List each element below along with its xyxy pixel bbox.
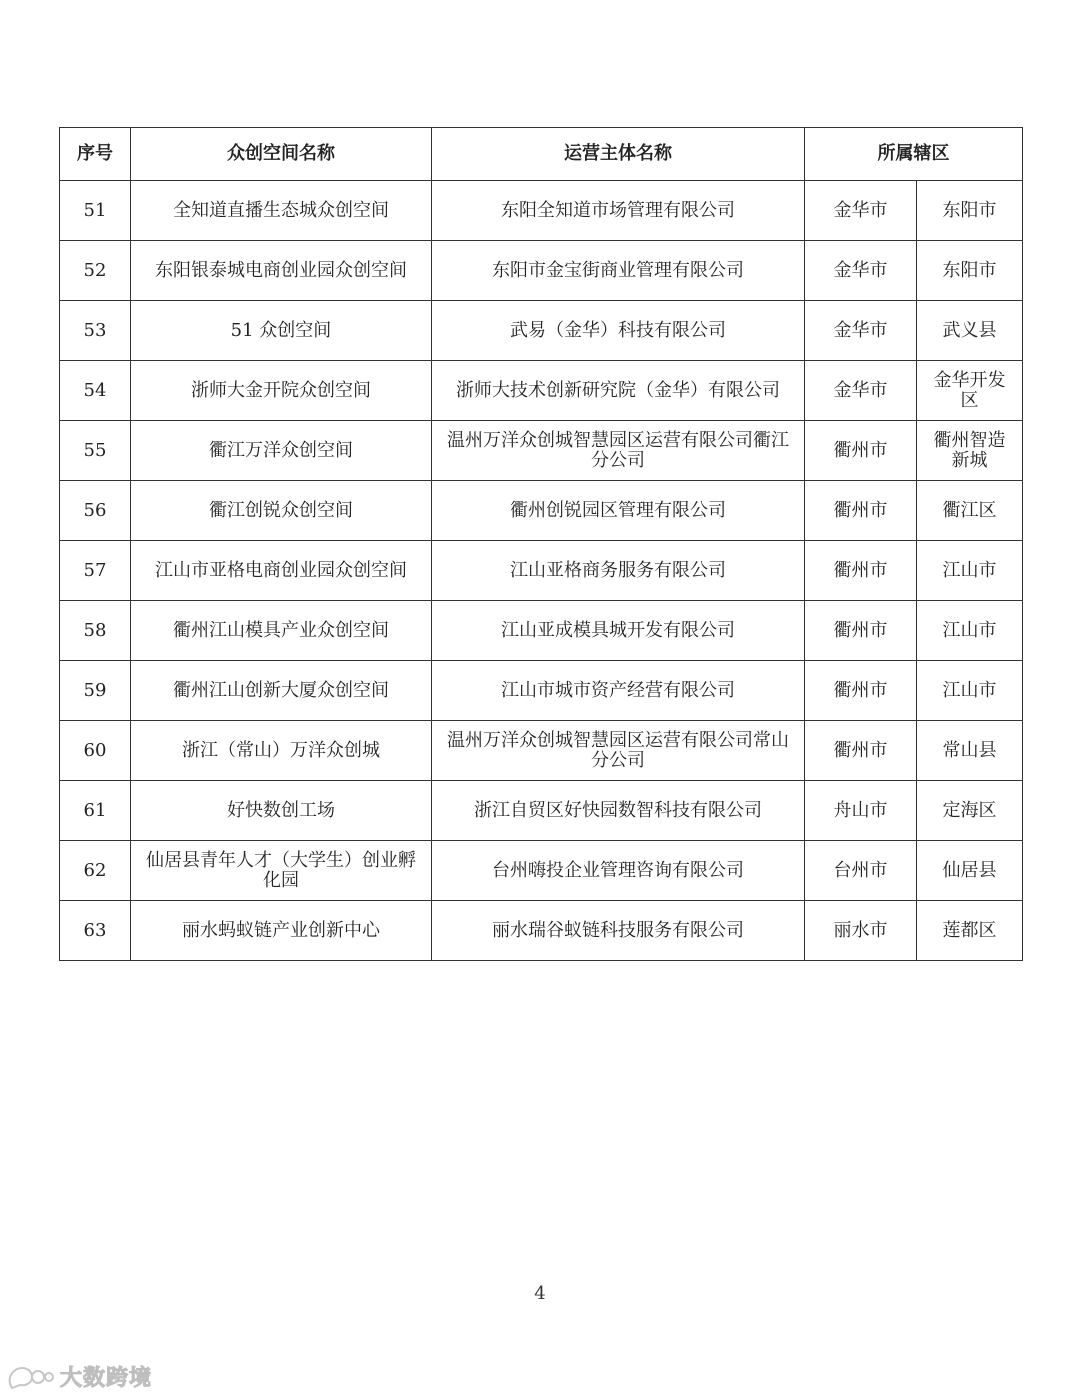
operator-name-cell: 东阳市金宝街商业管理有限公司: [432, 241, 805, 301]
space-name-cell: 衢江万洋众创空间: [131, 421, 432, 481]
space-name-cell: 浙师大金开院众创空间: [131, 361, 432, 421]
city-cell: 金华市: [805, 361, 917, 421]
table-header-row: [60, 128, 1023, 181]
row-number-cell: 60: [60, 721, 131, 781]
row-number-cell: 61: [60, 781, 131, 841]
city-cell: 金华市: [805, 181, 917, 241]
row-number-cell: 54: [60, 361, 131, 421]
city-cell: 衢州市: [805, 421, 917, 481]
city-cell: 衢州市: [805, 721, 917, 781]
table-row: [60, 421, 1023, 481]
operator-name-cell: 衢州创锐园区管理有限公司: [432, 481, 805, 541]
table-row: [60, 241, 1023, 301]
district-cell: 江山市: [917, 601, 1023, 661]
district-cell: 东阳市: [917, 181, 1023, 241]
operator-name-cell: 武易（金华）科技有限公司: [432, 301, 805, 361]
district-cell: 莲都区: [917, 901, 1023, 961]
row-number-cell: 52: [60, 241, 131, 301]
space-name-cell: 东阳银泰城电商创业园众创空间: [131, 241, 432, 301]
table-row: [60, 781, 1023, 841]
table-row: [60, 541, 1023, 601]
row-number-cell: 62: [60, 841, 131, 901]
table-row: [60, 181, 1023, 241]
operator-name-cell: 江山亚成模具城开发有限公司: [432, 601, 805, 661]
space-name-cell: 丽水蚂蚁链产业创新中心: [131, 901, 432, 961]
district-cell: 江山市: [917, 661, 1023, 721]
district-cell: 东阳市: [917, 241, 1023, 301]
operator-name-cell: 台州嗨投企业管理咨询有限公司: [432, 841, 805, 901]
space-name-cell: 江山市亚格电商创业园众创空间: [131, 541, 432, 601]
row-number-cell: 57: [60, 541, 131, 601]
operator-name-cell: 温州万洋众创城智慧园区运营有限公司常山分公司: [432, 721, 805, 781]
operator-name-cell: 江山亚格商务服务有限公司: [432, 541, 805, 601]
operator-name-cell: 东阳全知道市场管理有限公司: [432, 181, 805, 241]
operator-name-cell: 温州万洋众创城智慧园区运营有限公司衢江分公司: [432, 421, 805, 481]
header-space-name: 众创空间名称: [131, 128, 432, 181]
district-cell: 金华开发区: [917, 361, 1023, 421]
district-cell: 武义县: [917, 301, 1023, 361]
city-cell: 台州市: [805, 841, 917, 901]
district-cell: 仙居县: [917, 841, 1023, 901]
watermark-text: 大数跨境: [60, 1366, 153, 1391]
space-name-cell: 浙江（常山）万洋众创城: [131, 721, 432, 781]
chat-bubble-logo-icon: [6, 1364, 54, 1390]
table-row: [60, 901, 1023, 961]
city-cell: 舟山市: [805, 781, 917, 841]
header-no: 序号: [60, 128, 131, 181]
row-number-cell: 58: [60, 601, 131, 661]
city-cell: 衢州市: [805, 481, 917, 541]
city-cell: 衢州市: [805, 661, 917, 721]
table-row: [60, 721, 1023, 781]
city-cell: 金华市: [805, 241, 917, 301]
table-row: [60, 661, 1023, 721]
table-row: [60, 481, 1023, 541]
space-name-cell: 衢州江山创新大厦众创空间: [131, 661, 432, 721]
space-name-cell: 仙居县青年人才（大学生）创业孵化园: [131, 841, 432, 901]
city-cell: 丽水市: [805, 901, 917, 961]
district-cell: 定海区: [917, 781, 1023, 841]
city-cell: 衢州市: [805, 601, 917, 661]
district-cell: 衢州智造新城: [917, 421, 1023, 481]
space-name-cell: 衢江创锐众创空间: [131, 481, 432, 541]
district-cell: 江山市: [917, 541, 1023, 601]
header-jurisdiction: 所属辖区: [805, 128, 1023, 181]
watermark: [6, 1361, 152, 1392]
header-operator-name: 运营主体名称: [432, 128, 805, 181]
table-row: [60, 301, 1023, 361]
district-cell: 常山县: [917, 721, 1023, 781]
operator-name-cell: 浙江自贸区好快园数智科技有限公司: [432, 781, 805, 841]
operator-name-cell: 丽水瑞谷蚁链科技服务有限公司: [432, 901, 805, 961]
city-cell: 衢州市: [805, 541, 917, 601]
table-row: [60, 601, 1023, 661]
operator-name-cell: 江山市城市资产经营有限公司: [432, 661, 805, 721]
page-number: 4: [534, 1283, 546, 1304]
table-row: [60, 361, 1023, 421]
city-cell: 金华市: [805, 301, 917, 361]
space-name-cell: 51 众创空间: [131, 301, 432, 361]
row-number-cell: 59: [60, 661, 131, 721]
row-number-cell: 55: [60, 421, 131, 481]
operator-name-cell: 浙师大技术创新研究院（金华）有限公司: [432, 361, 805, 421]
row-number-cell: 63: [60, 901, 131, 961]
district-cell: 衢江区: [917, 481, 1023, 541]
row-number-cell: 56: [60, 481, 131, 541]
space-name-cell: 衢州江山模具产业众创空间: [131, 601, 432, 661]
incubator-table: [59, 127, 1023, 961]
space-name-cell: 全知道直播生态城众创空间: [131, 181, 432, 241]
space-name-cell: 好快数创工场: [131, 781, 432, 841]
table-body: [60, 181, 1023, 961]
row-number-cell: 53: [60, 301, 131, 361]
row-number-cell: 51: [60, 181, 131, 241]
table-row: [60, 841, 1023, 901]
